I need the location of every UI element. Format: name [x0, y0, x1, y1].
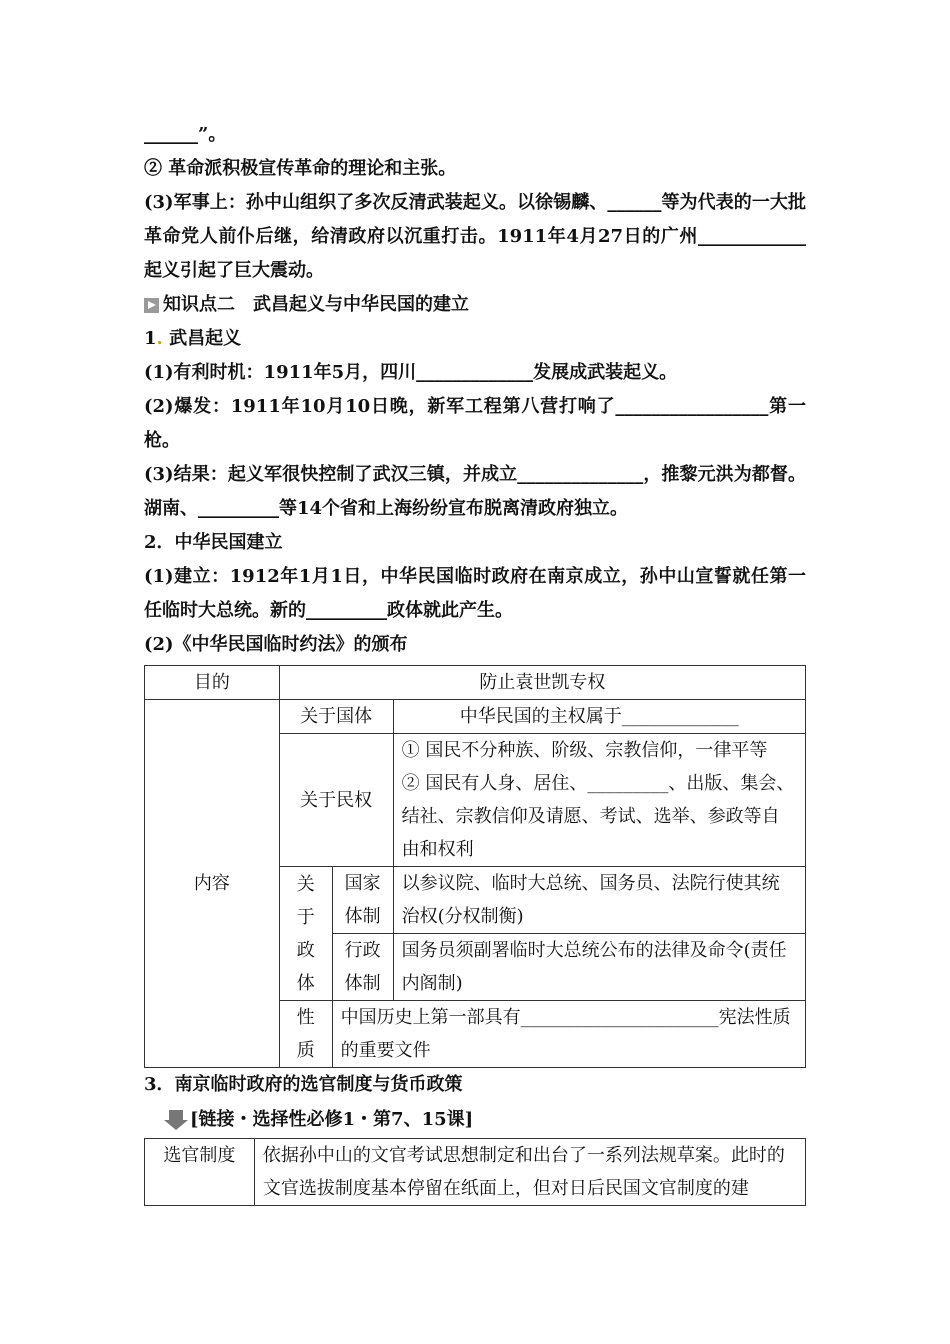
constitution-table — [144, 665, 806, 1068]
text-paragraph: (2)爆发：1911年10月10日晚，新军工程第八营打响了_________________第一枪。 — [144, 396, 806, 451]
subheading — [144, 322, 806, 356]
table-cell-value: 防止袁世凯专权 — [279, 666, 805, 700]
table-cell-label: 关于国体 — [279, 700, 393, 734]
section-title: 知识点二 武昌起义与中华民国的建立 — [163, 294, 469, 315]
table-cell-line: ① 国民不分种族、阶级、宗教信仰，一律平等 — [401, 740, 768, 761]
subheading-text: 武昌起义 — [169, 328, 242, 349]
subheading-dot: . — [156, 328, 163, 349]
table-cell-line: ② 国民有人身、居住、_________、出版、集会、结社、宗教信仰及请愿、考试、选举、参政等自由和权利 — [401, 773, 795, 860]
policy-table — [144, 1138, 806, 1206]
play-triangle-icon — [144, 298, 159, 313]
subheading-number: 1 — [144, 328, 157, 349]
section-heading — [144, 288, 806, 322]
text-paragraph: (1)有利时机：1911年5月，四川_____________发展成武装起义。 — [144, 362, 678, 383]
table-cell-label: 关于民权 — [279, 734, 393, 867]
table-cell-value: 以参议院、临时大总统、国务员、法院行使其统治权(分权制衡) — [393, 867, 805, 934]
subheading: 2．中华民国建立 — [144, 532, 283, 553]
table-cell-value — [393, 734, 805, 867]
table-cell-label: 关于政体 — [279, 867, 332, 1001]
table-cell-label: 选官制度 — [145, 1139, 255, 1206]
table-cell-value: 中华民国的主权属于_____________ — [393, 700, 805, 734]
table-cell-label: 性质 — [279, 1001, 332, 1068]
down-arrow-icon — [164, 1110, 188, 1130]
table-cell-value: 依据孙中山的文官考试思想制定和出台了一系列法规草案。此时的文官选拔制度基本停留在纸面上，但对日后民国文官制度的建 — [254, 1139, 805, 1206]
link-reference — [144, 1102, 806, 1138]
text-line: ② 革命派积极宣传革命的理论和主张。 — [144, 158, 457, 179]
text-paragraph: (1)建立：1912年1月1日，中华民国临时政府在南京成立，孙中山宣誓就任第一任临时大总统。新的_________政体就此产生。 — [144, 566, 806, 621]
table-cell-label: 行政体制 — [332, 934, 393, 1001]
text-paragraph: (3)结果：起义军很快控制了武汉三镇，并成立______________，推黎元洪为都督。湖南、_________等14个省和上海纷纷宣布脱离清政府独立。 — [144, 464, 806, 519]
table-cell-value: 国务员须副署临时大总统公布的法律及命令(责任内阁制) — [393, 934, 805, 1001]
link-text: [链接・选择性必修1・第7、15课] — [190, 1109, 474, 1130]
table-cell-label: 国家体制 — [332, 867, 393, 934]
subheading: 3．南京临时政府的选官制度与货币政策 — [144, 1074, 463, 1095]
table-cell-label: 目的 — [145, 666, 280, 700]
text-line: ______”。 — [144, 124, 227, 145]
text-paragraph: (2)《中华民国临时约法》的颁布 — [144, 634, 408, 655]
table-cell-value: 中国历史上第一部具有______________________宪法性质的重要文件 — [332, 1001, 805, 1068]
table-cell-label: 内容 — [145, 700, 280, 1068]
text-paragraph: (3)军事上：孙中山组织了多次反清武装起义。以徐锡麟、______等为代表的一大批革命党人前仆后继，给清政府以沉重打击。1911年4月27日的广州____________起义引起了巨大震动。 — [144, 192, 806, 281]
document-page — [144, 118, 806, 1206]
